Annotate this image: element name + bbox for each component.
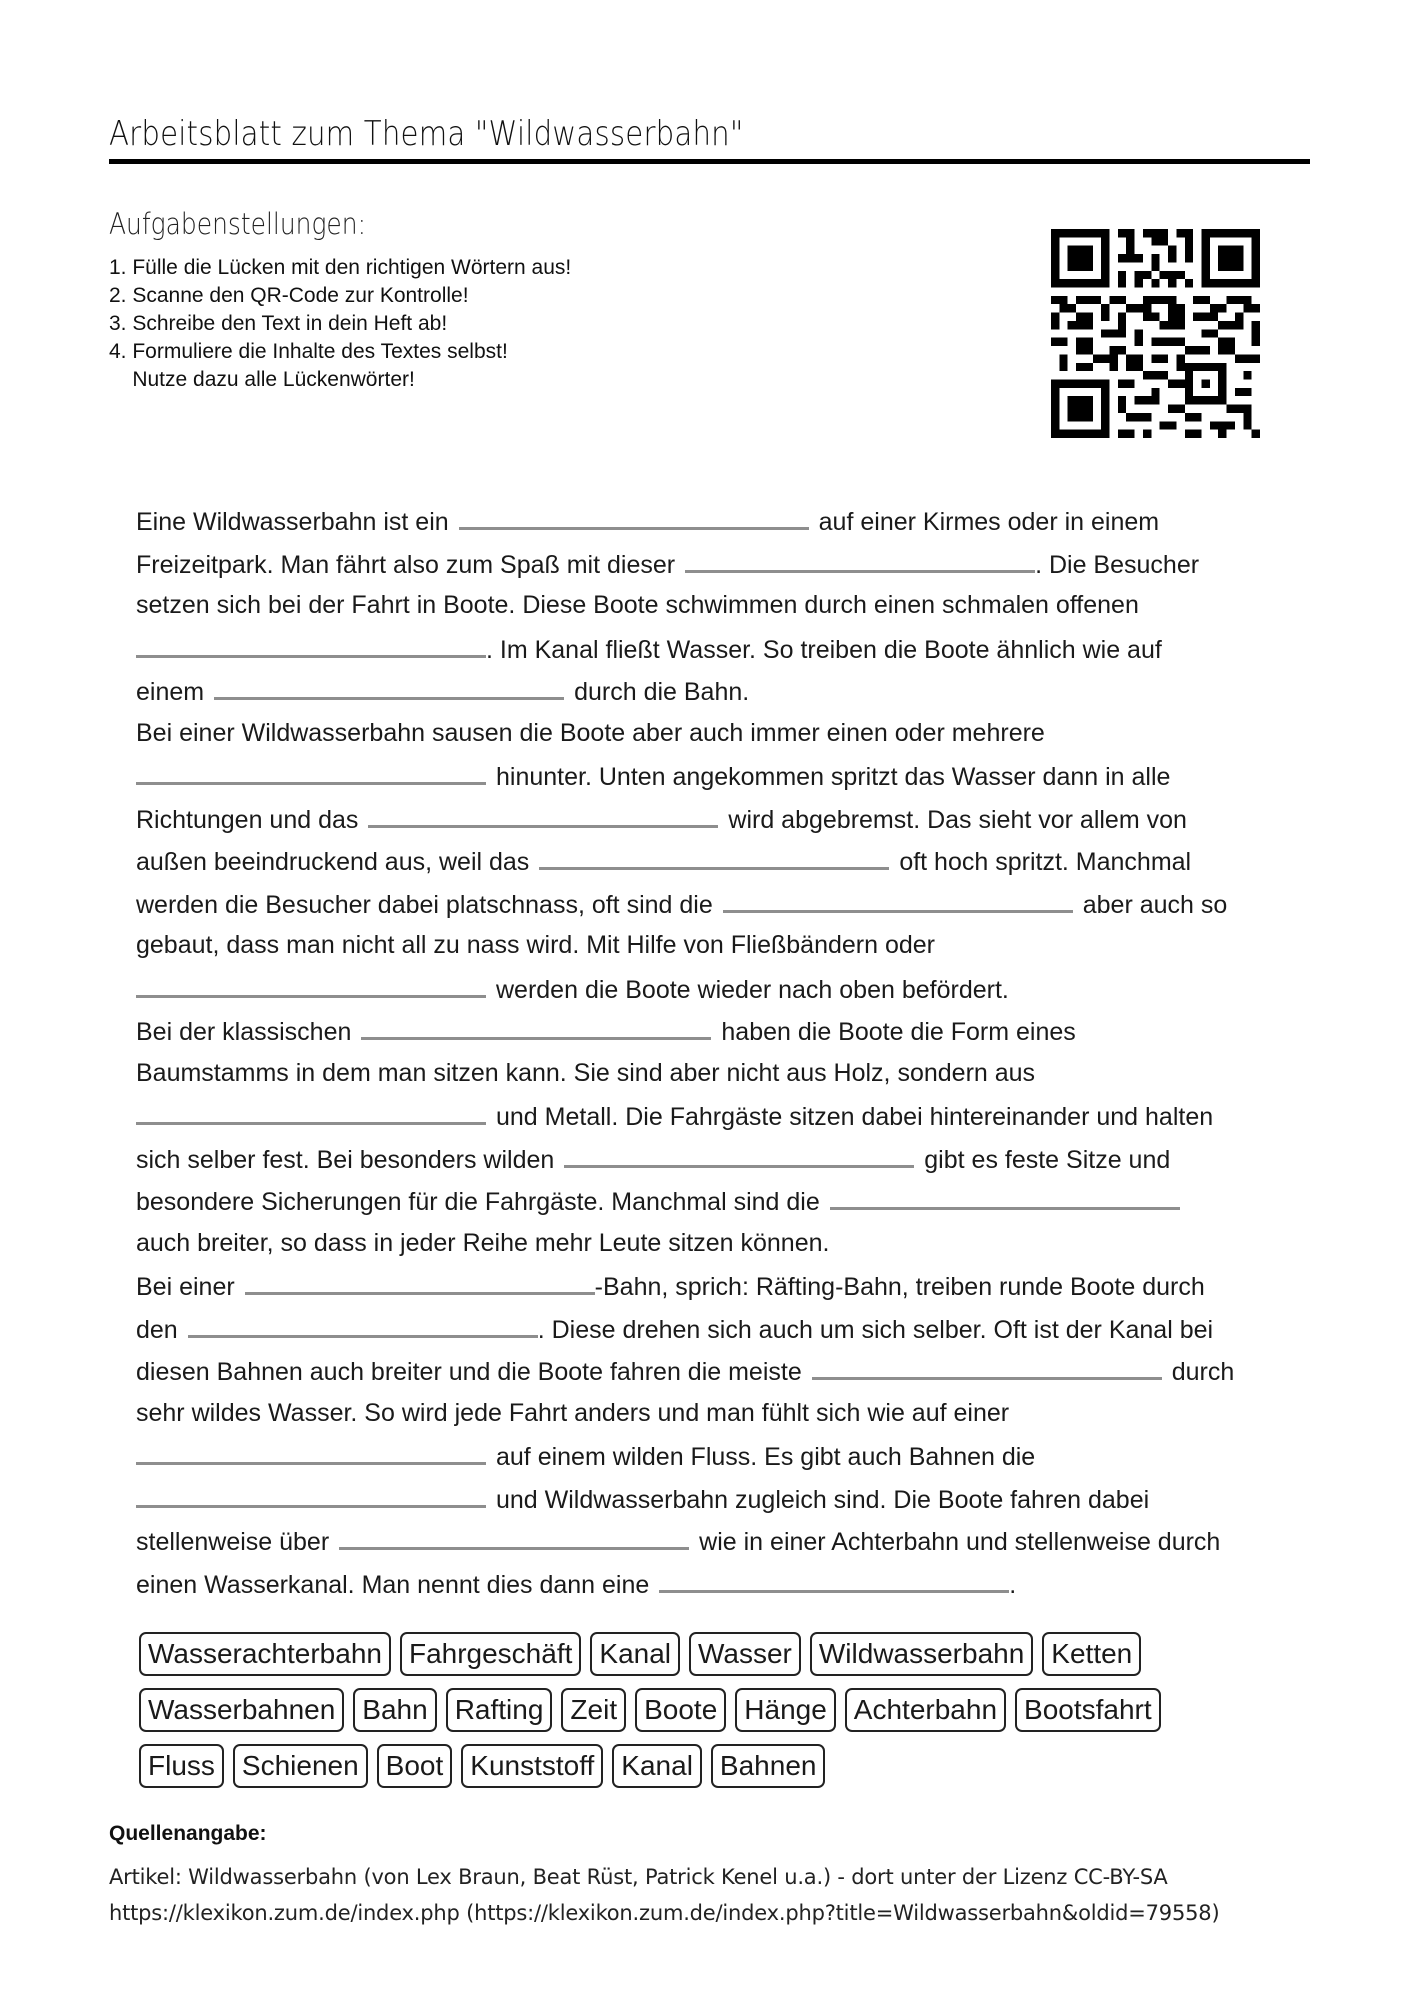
cloze-text-segment: -Bahn, sprich: Räfting-Bahn, treiben runde Boote durch xyxy=(594,1273,1205,1301)
word-chip[interactable]: Bahn xyxy=(353,1688,436,1732)
blank-field[interactable] xyxy=(339,1519,689,1550)
cloze-text-segment: hinunter. Unten angekommen spritzt das Wasser dann in alle xyxy=(496,763,1171,791)
blank-field[interactable] xyxy=(659,1562,1009,1593)
cloze-text-segment: wird abgebremst. Das sieht vor allem von xyxy=(728,805,1187,834)
cloze-text-segment: . Diese drehen sich auch um sich selber. Oft ist der Kanal bei xyxy=(537,1315,1214,1344)
blank-field[interactable] xyxy=(136,627,486,658)
source-article-line: Artikel: Wildwasserbahn (von Lex Braun, Beat Rüst, Patrick Kenel u.a.) - dort unter der Lizenz CC-BY-SA xyxy=(109,1865,1168,1889)
blank-field[interactable] xyxy=(136,754,486,785)
word-bank-row xyxy=(139,1632,1239,1676)
cloze-text-segment: Bei der klassischen xyxy=(136,1018,352,1046)
word-chip[interactable]: Kanal xyxy=(612,1744,702,1788)
qr-code-icon[interactable] xyxy=(1051,229,1260,438)
cloze-text-segment: oft hoch spritzt. Manchmal xyxy=(899,848,1192,876)
word-chip[interactable]: Kunststoff xyxy=(461,1744,603,1788)
cloze-text-segment: . Im Kanal fließt Wasser. So treiben die Boote ähnlich wie auf xyxy=(486,635,1162,664)
word-bank xyxy=(139,1632,1239,1800)
cloze-text-segment: aber auch so xyxy=(1082,890,1228,919)
word-chip[interactable]: Wasserbahnen xyxy=(139,1688,344,1732)
cloze-text-segment: auf einer Kirmes oder in einem xyxy=(818,508,1160,536)
word-chip[interactable]: Schienen xyxy=(233,1744,368,1788)
word-chip[interactable]: Kanal xyxy=(590,1632,680,1676)
task-item: 3. Schreibe den Text in dein Heft ab! xyxy=(109,312,448,335)
cloze-text-segment: wie in einer Achterbahn und stellenweise durch xyxy=(699,1528,1221,1556)
task-item: 1. Fülle die Lücken mit den richtigen Wörtern aus! xyxy=(109,256,572,279)
cloze-text-segment: gibt es feste Sitze und xyxy=(924,1145,1171,1174)
cloze-text-segment: besondere Sicherungen für die Fahrgäste. Manchmal sind die xyxy=(136,1188,820,1216)
cloze-text-segment: auf einem wilden Fluss. Es gibt auch Bahnen die xyxy=(496,1443,1036,1471)
cloze-text-segment: gebaut, dass man nicht all zu nass wird. Mit Hilfe von Fließbändern oder xyxy=(136,931,935,959)
task-item: 2. Scanne den QR-Code zur Kontrolle! xyxy=(109,284,469,307)
source-url-line[interactable]: https://klexikon.zum.de/index.php (https://klexikon.zum.de/index.php?title=Wildwasserbahn&oldid=79558) xyxy=(109,1901,1220,1925)
cloze-text-segment: . Die Besucher xyxy=(1035,550,1200,579)
blank-field[interactable] xyxy=(723,882,1073,913)
cloze-text-segment: . xyxy=(1009,1570,1017,1599)
cloze-text-segment: durch die Bahn. xyxy=(574,678,750,706)
word-chip[interactable]: Wasser xyxy=(689,1632,801,1676)
blank-field[interactable] xyxy=(245,1264,595,1295)
blank-field[interactable] xyxy=(136,967,486,998)
word-chip[interactable]: Wasserachterbahn xyxy=(139,1632,391,1676)
blank-field[interactable] xyxy=(459,499,809,530)
cloze-text-segment: außen beeindruckend aus, weil das xyxy=(136,848,530,876)
cloze-text-segment: Eine Wildwasserbahn ist ein xyxy=(136,508,449,536)
blank-field[interactable] xyxy=(136,1094,486,1125)
cloze-text-segment: und Metall. Die Fahrgäste sitzen dabei hintereinander und halten xyxy=(496,1103,1214,1131)
blank-field[interactable] xyxy=(188,1307,538,1338)
word-chip[interactable]: Rafting xyxy=(446,1688,553,1732)
word-chip[interactable]: Bootsfahrt xyxy=(1015,1688,1161,1732)
cloze-text-segment: sehr wildes Wasser. So wird jede Fahrt anders und man fühlt sich wie auf einer xyxy=(136,1398,1010,1427)
blank-field[interactable] xyxy=(136,1434,486,1465)
cloze-text-segment: und Wildwasserbahn zugleich sind. Die Boote fahren dabei xyxy=(496,1485,1150,1514)
cloze-text-segment: diesen Bahnen auch breiter und die Boote fahren die meiste xyxy=(136,1358,802,1386)
task-item: Nutze dazu alle Lückenwörter! xyxy=(109,368,415,391)
task-item: 4. Formuliere die Inhalte des Textes selbst! xyxy=(109,340,508,363)
tasks-heading: Aufgabenstellungen: xyxy=(109,207,366,241)
blank-field[interactable] xyxy=(214,669,564,700)
word-chip[interactable]: Boot xyxy=(377,1744,453,1788)
word-chip[interactable]: Hänge xyxy=(735,1688,836,1732)
word-chip[interactable]: Boote xyxy=(635,1688,726,1732)
blank-field[interactable] xyxy=(685,542,1035,573)
cloze-text-segment: sich selber fest. Bei besonders wilden xyxy=(136,1145,555,1174)
cloze-text-segment: stellenweise über xyxy=(136,1528,330,1556)
word-chip[interactable]: Ketten xyxy=(1042,1632,1141,1676)
blank-field[interactable] xyxy=(361,1009,711,1040)
cloze-text-segment: Richtungen und das xyxy=(136,805,359,834)
cloze-text-segment: Bei einer xyxy=(136,1273,235,1301)
title-divider xyxy=(109,159,1310,164)
cloze-text-segment: durch xyxy=(1171,1358,1235,1386)
word-chip[interactable]: Wildwasserbahn xyxy=(810,1632,1033,1676)
cloze-text-segment: den xyxy=(136,1315,178,1344)
blank-field[interactable] xyxy=(812,1349,1162,1380)
word-bank-row xyxy=(139,1744,1239,1788)
cloze-text-segment: haben die Boote die Form eines xyxy=(721,1018,1076,1046)
worksheet-title: Arbeitsblatt zum Thema "Wildwasserbahn" xyxy=(109,114,744,154)
cloze-text-segment: auch breiter, so dass in jeder Reihe mehr Leute sitzen können. xyxy=(136,1228,830,1257)
blank-field[interactable] xyxy=(368,797,718,828)
cloze-text-segment: Baumstamms in dem man sitzen kann. Sie sind aber nicht aus Holz, sondern aus xyxy=(136,1058,1036,1087)
source-heading: Quellenangabe: xyxy=(109,1822,267,1845)
blank-field[interactable] xyxy=(830,1179,1180,1210)
cloze-text-segment: setzen sich bei der Fahrt in Boote. Diese Boote schwimmen durch einen schmalen offenen xyxy=(136,591,1139,619)
word-chip[interactable]: Bahnen xyxy=(711,1744,826,1788)
blank-field[interactable] xyxy=(136,1477,486,1508)
word-chip[interactable]: Achterbahn xyxy=(845,1688,1006,1732)
task-list xyxy=(109,254,571,394)
word-bank-row xyxy=(139,1688,1239,1732)
blank-field[interactable] xyxy=(564,1137,914,1168)
cloze-text-segment: werden die Boote wieder nach oben befördert. xyxy=(496,975,1009,1004)
blank-field[interactable] xyxy=(539,839,889,870)
cloze-text-segment: Bei einer Wildwasserbahn sausen die Boote aber auch immer einen oder mehrere xyxy=(136,718,1045,747)
cloze-text-segment: einen Wasserkanal. Man nennt dies dann eine xyxy=(136,1570,650,1599)
word-chip[interactable]: Fahrgeschäft xyxy=(400,1632,581,1676)
word-chip[interactable]: Fluss xyxy=(139,1744,224,1788)
cloze-text-segment: einem xyxy=(136,678,205,706)
cloze-text-segment: werden die Besucher dabei platschnass, oft sind die xyxy=(136,890,713,919)
cloze-text xyxy=(136,499,1306,1604)
word-chip[interactable]: Zeit xyxy=(561,1688,626,1732)
cloze-text-segment: Freizeitpark. Man fährt also zum Spaß mit dieser xyxy=(136,550,676,579)
